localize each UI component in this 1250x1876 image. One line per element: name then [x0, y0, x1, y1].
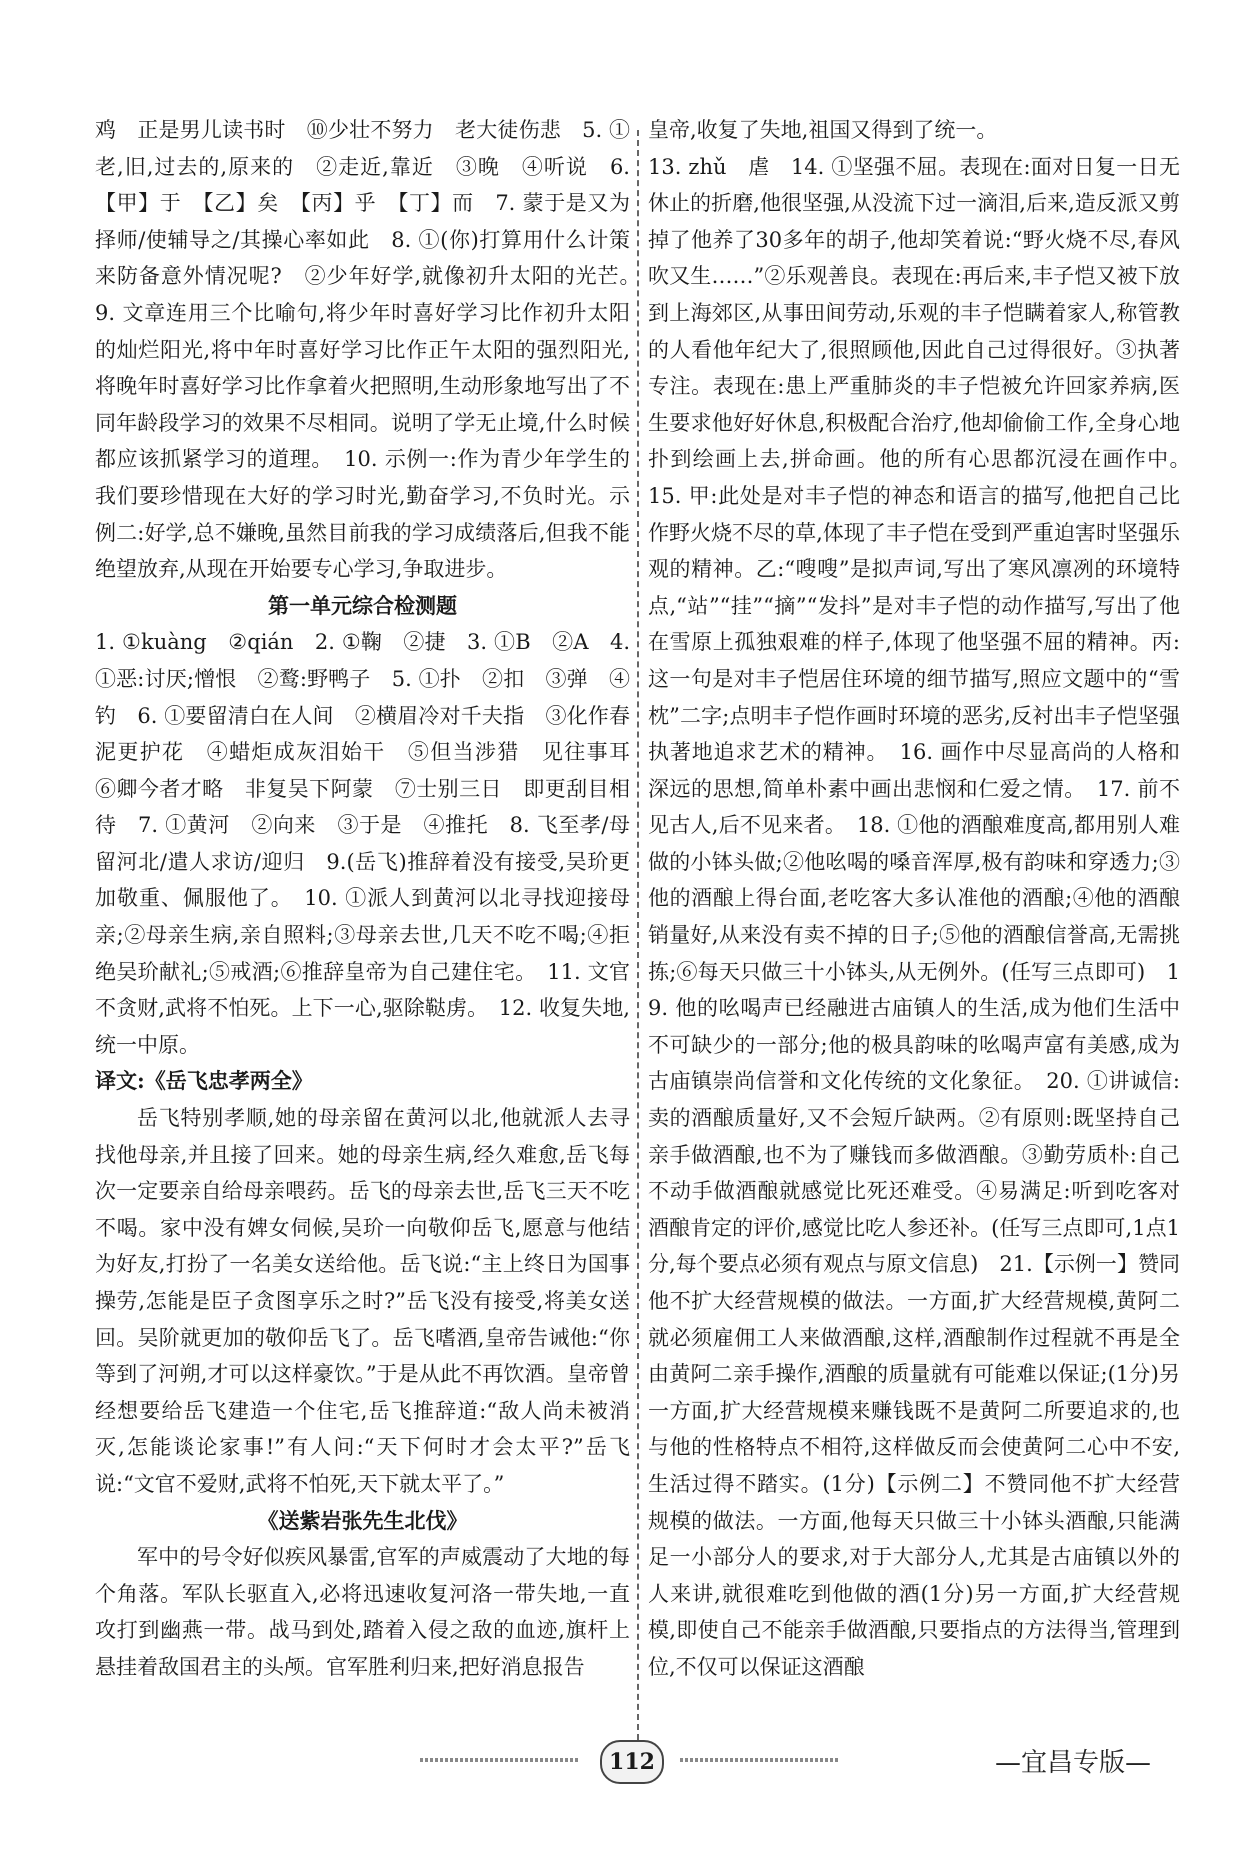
edition-label: —宜昌专版— — [995, 1748, 1152, 1778]
answer-block-1: 鸡 正是男儿读书时 ⑩少壮不努力 老大徒伤悲 5. ①老,旧,过去的,原来的 ②走近,靠近 ③晚 ④听说 6.【甲】于 【乙】矣 【丙】乎 【丁】而 7. 蒙于是又为择师/使辅导之/其操心率如此 8. ①(你)打算用什么计策来防备意外情况呢? ②少年好学,就像初升太阳的光芒。 9. 文章连用三个比喻句,将少年时喜好学习比作初升太阳的灿烂阳光,将中年时喜好学习比作正午太阳的强烈阳光,将晚年时喜好学习比作拿着火把照明,生动形象地写出了不同年龄段学习的效果不尽相同。说明了学无止境,什么时候都应该抓紧学习的道理。 10. 示例一:作为青少年学生的我们要珍惜现在大好的学习时光,勤奋学习,不负时光。示例二:好学,总不嫌晚,虽然目前我的学习成绩落后,但我不能绝望放弃,从现在开始要专心学习,争取进步。 — [95, 118, 651, 582]
footer-rule-right — [680, 1758, 840, 1762]
right-column — [648, 112, 1201, 1686]
translation-label: 译文:《岳飞忠孝两全》 — [95, 1068, 313, 1094]
footer-rule-left — [420, 1758, 580, 1762]
page-footer — [420, 1740, 840, 1780]
page-number: 112 — [600, 1740, 664, 1784]
poem-translation: 军中的号令好似疾风暴雷,官军的声威震动了大地的每个角落。军队长驱直入,必将迅速收复河洛一带失地,一直攻打到幽燕一带。战马到处,踏着入侵之敌的血迹,旗杆上悬挂着敌国君主的头颅。官军胜利归来,把好消息报告 — [95, 1545, 630, 1679]
answer-block-continued: 皇帝,收复了失地,祖国又得到了统一。 — [648, 118, 998, 142]
left-column — [95, 112, 651, 1686]
column-divider — [637, 130, 639, 1740]
poem-title: 《送紫岩张先生北伐》 — [257, 1507, 468, 1533]
answer-block-3: 13. zhǔ 虐 14. ①坚强不屈。表现在:面对日复一日无休止的折磨,他很坚强,从没流下过一滴泪,后来,造反派又剪掉了他养了30多年的胡子,他却笑着说:“野火烧不尽,春风吹又生……”②乐观善良。表现在:再后来,丰子恺又被下放到上海郊区,从事田间劳动,乐观的丰子恺瞒着家人,称管教的人看他年纪大了,很照顾他,因此自己过得很好。③执著专注。表现在:患上严重肺炎的丰子恺被允许回家养病,医生要求他好好休息,积极配合治疗,他却偷偷工作,全身心地扑到绘画上去,拼命画。他的所有心思都沉浸在画作中。 15. 甲:此处是对丰子恺的神态和语言的描写,他把自己比作野火烧不尽的草,体现了丰子恺在受到严重迫害时坚强乐观的精神。乙:“嗖嗖”是拟声词,写出了寒风凛冽的环境特点,“站”“挂”“摘”“发抖”是对丰子恺的动作描写,写出了他在雪原上孤独艰难的样子,体现了他坚强不屈的精神。丙:这一句是对丰子恺居住环境的细节描写,照应文题中的“雪枕”二字;点明丰子恺作画时环境的恶劣,反衬出丰子恺坚强执著地追求艺术的精神。 16. 画作中尽显高尚的人格和深远的思想,简单朴素中画出悲悯和仁爱之情。 17. 前不见古人,后不见来者。 18. ①他的酒酿难度高,都用别人难做的小钵头做;②他吆喝的嗓音浑厚,极有韵味和穿透力;③他的酒酿上得台面,老吃客大多认准他的酒酿;④他的酒酿销量好,从来没有卖不掉的日子;⑤他的酒酿信誉高,无需挑拣;⑥每天只做三十小钵头,从无例外。(任写三点即可) 19. 他的吆喝声已经融进古庙镇人的生活,成为他们生活中不可缺少的一部分;他的极具韵味的吆喝声富有美感,成为古庙镇崇尚信誉和文化传统的文化象征。 20. ①讲诚信:卖的酒酿质量好,又不会短斤缺两。②有原则:既坚持自己亲手做酒酿,也不为了赚钱而多做酒酿。③勤劳质朴:自己不动手做酒酿就感觉比死还难受。④易满足:听到吃客对酒酿肯定的评价,感觉比吃人参还补。(任写三点即可,1点1分,每个要点必须有观点与原文信息) 21.【示例一】赞同他不扩大经营规模的做法。一方面,扩大经营规模,黄阿二就必须雇佣工人来做酒酿,这样,酒酿制作过程就不再是全由黄阿二亲手操作,酒酿的质量就有可能难以保证;(1分)另一方面,扩大经营规模来赚钱既不是黄阿二所要追求的,也与他的性格特点不相符,这样做反而会使黄阿二心中不安,生活过得不踏实。(1分)【示例二】不赞同他不扩大经营规模的做法。一方面,他每天只做三十小钵头酒酿,只能满足一小部分人的要求,对于大部分人,尤其是古庙镇以外的人来讲,就很难吃到他做的酒(1分)另一方面,扩大经营规模,即使自己不能亲手做酒酿,只要指点的方法得当,管理到位,不仅可以保证这酒酿 — [648, 154, 1201, 1679]
answer-block-2: 1. ①kuàng ②qián 2. ①鞠 ②捷 3. ①B ②A 4. ①恶:讨厌;憎恨 ②鹜:野鸭子 5. ①扑 ②扣 ③弹 ④钓 6. ①要留清白在人间 ②横眉冷对千夫指 ③化作春泥更护花 ④蜡炬成灰泪始干 ⑤但当涉猎 见往事耳 ⑥卿今者才略 非复吴下阿蒙 ⑦士别三日 即更刮目相待 7. ①黄河 ②向来 ③于是 ④推托 8. 飞至孝/母留河北/遣人求访/迎归 9.(岳飞)推辞着没有接受,吴玠更加敬重、佩服他了。 10. ①派人到黄河以北寻找迎接母亲;②母亲生病,亲自照料;③母亲去世,几天不吃不喝;④拒绝吴玠献礼;⑤戒酒;⑥推辞皇帝为自己建住宅。 11. 文官不贪财,武将不怕死。上下一心,驱除鞑虏。 12. 收复失地,统一中原。 — [95, 630, 651, 1057]
section-title: 第一单元综合检测题 — [268, 592, 457, 618]
translation-text: 岳飞特别孝顺,她的母亲留在黄河以北,他就派人去寻找他母亲,并且接了回来。她的母亲生病,经久难愈,岳飞每次一定要亲自给母亲喂药。岳飞的母亲去世,岳飞三天不吃不喝。家中没有婢女伺候,吴玠一向敬仰岳飞,愿意与他结为好友,打扮了一名美女送给他。岳飞说:“主上终日为国事操劳,怎能是臣子贪图享乐之时?”岳飞没有接受,将美女送回。吴阶就更加的敬仰岳飞了。岳飞嗜酒,皇帝告诫他:“你等到了河朔,才可以这样豪饮。”于是从此不再饮酒。皇帝曾经想要给岳飞建造一个住宅,岳飞推辞道:“敌人尚未被消灭,怎能谈论家事!”有人问:“天下何时才会太平?”岳飞说:“文官不爱财,武将不怕死,天下就太平了。” — [95, 1106, 630, 1496]
